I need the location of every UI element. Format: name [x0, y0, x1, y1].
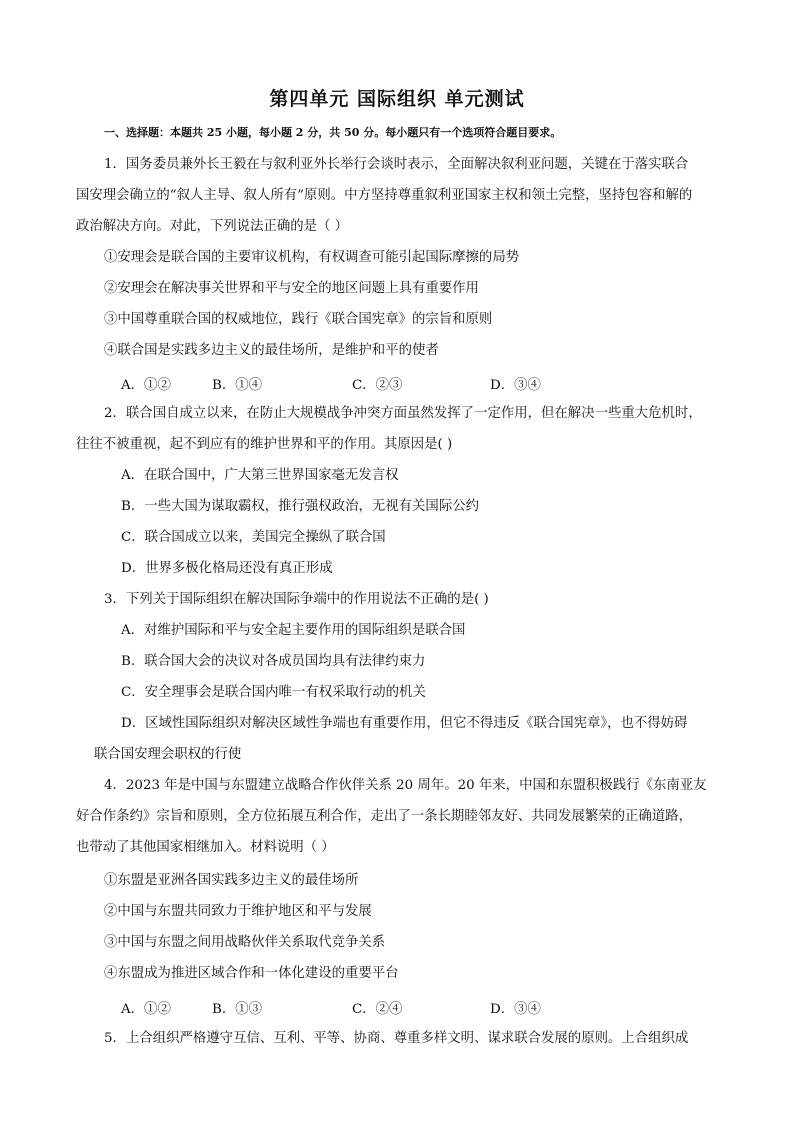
question-4-choice-a: A．①② [121, 1002, 171, 1017]
question-3-choice-a: A．对维护国际和平与安全起主要作用的国际组织是联合国 [121, 623, 466, 638]
question-3-choice-b: B．联合国大会的决议对各成员国均具有法律约束力 [121, 654, 426, 669]
page-title: 第四单元 国际组织 单元测试 [269, 88, 525, 110]
question-1-line-2: 国安理会确立的“叙人主导、叙人所有”原则。中方坚持尊重叙利亚国家主权和领土完整，坚持包容和解的 [76, 188, 693, 203]
question-1-choice-b: B．①④ [212, 378, 263, 393]
question-1-statement-3: ③中国尊重联合国的权威地位，践行《联合国宪章》的宗旨和原则 [104, 312, 493, 327]
question-1-choice-a: A．①② [121, 378, 171, 393]
question-4-choice-d: D．③④ [490, 1002, 541, 1017]
question-3-choice-d: D．区域性国际组织对解决区域性争端也有重要作用，但它不得违反《联合国宪章》，也不得妨碍 [121, 716, 688, 731]
question-5-line-1: 5．上合组织严格遵守互信、互利、平等、协商、尊重多样文明、谋求联合发展的原则。上合组织成 [104, 1031, 689, 1046]
question-1-line-1: 1．国务委员兼外长王毅在与叙利亚外长举行会谈时表示，全面解决叙利亚问题，关键在于落实联合 [104, 157, 689, 172]
question-3-line-1: 3．下列关于国际组织在解决国际争端中的作用说法不正确的是( ) [104, 592, 489, 607]
question-1-statement-1: ①安理会是联合国的主要审议机构，有权调查可能引起国际摩擦的局势 [104, 250, 520, 265]
question-1-choice-d: D．③④ [490, 378, 541, 393]
question-4-line-1: 4．2023 年是中国与东盟建立战略合作伙伴关系 20 周年。20 年来，中国和东盟积极践行《东南亚友 [104, 778, 707, 793]
question-4-choice-c: C．②④ [352, 1002, 403, 1017]
question-1-statement-4: ④联合国是实践多边主义的最佳场所，是维护和平的使者 [104, 343, 439, 358]
question-2-choice-a: A．在联合国中，广大第三世界国家毫无发言权 [121, 468, 399, 483]
section-instruction: 一、选择题：本题共 25 小题，每小题 2 分，共 50 分。每小题只有一个选项符合题目要求。 [104, 126, 562, 139]
question-4-line-3: 也带动了其他国家相继加入。材料说明（ ） [76, 840, 335, 855]
question-2-choice-d: D．世界多极化格局还没有真正形成 [121, 561, 333, 576]
question-4-statement-3: ③中国与东盟之间用战略伙伴关系取代竞争关系 [104, 935, 386, 950]
question-4-choice-b: B．①③ [212, 1002, 263, 1017]
question-2-line-2: 往往不被重视，起不到应有的维护世界和平的作用。其原因是( ) [76, 437, 453, 452]
question-4-line-2: 好合作条约》宗旨和原则，全方位拓展互利合作，走出了一条长期睦邻友好、共同发展繁荣的正确道路， [76, 809, 692, 824]
question-1-statement-2: ②安理会在解决事关世界和平与安全的地区问题上具有重要作用 [104, 281, 479, 296]
question-2-choice-c: C．联合国成立以来，美国完全操纵了联合国 [121, 530, 386, 545]
question-2-line-1: 2．联合国自成立以来，在防止大规模战争冲突方面虽然发挥了一定作用，但在解决一些重大危机时， [104, 406, 702, 421]
question-4-statement-1: ①东盟是亚洲各国实践多边主义的最佳场所 [104, 873, 359, 888]
question-4-statement-2: ②中国与东盟共同致力于维护地区和平与发展 [104, 904, 372, 919]
question-4-statement-4: ④东盟成为推进区域合作和一体化建设的重要平台 [104, 966, 399, 981]
question-3-choice-c: C．安全理事会是联合国内唯一有权采取行动的机关 [121, 685, 426, 700]
question-1-choice-c: C．②③ [352, 378, 403, 393]
question-3-choice-d-continued: 联合国安理会职权的行使 [94, 747, 242, 762]
question-2-choice-b: B．一些大国为谋取霸权，推行强权政治，无视有关国际公约 [121, 499, 479, 514]
question-1-line-3: 政治解决方向。对此，下列说法正确的是（ ） [76, 219, 349, 234]
